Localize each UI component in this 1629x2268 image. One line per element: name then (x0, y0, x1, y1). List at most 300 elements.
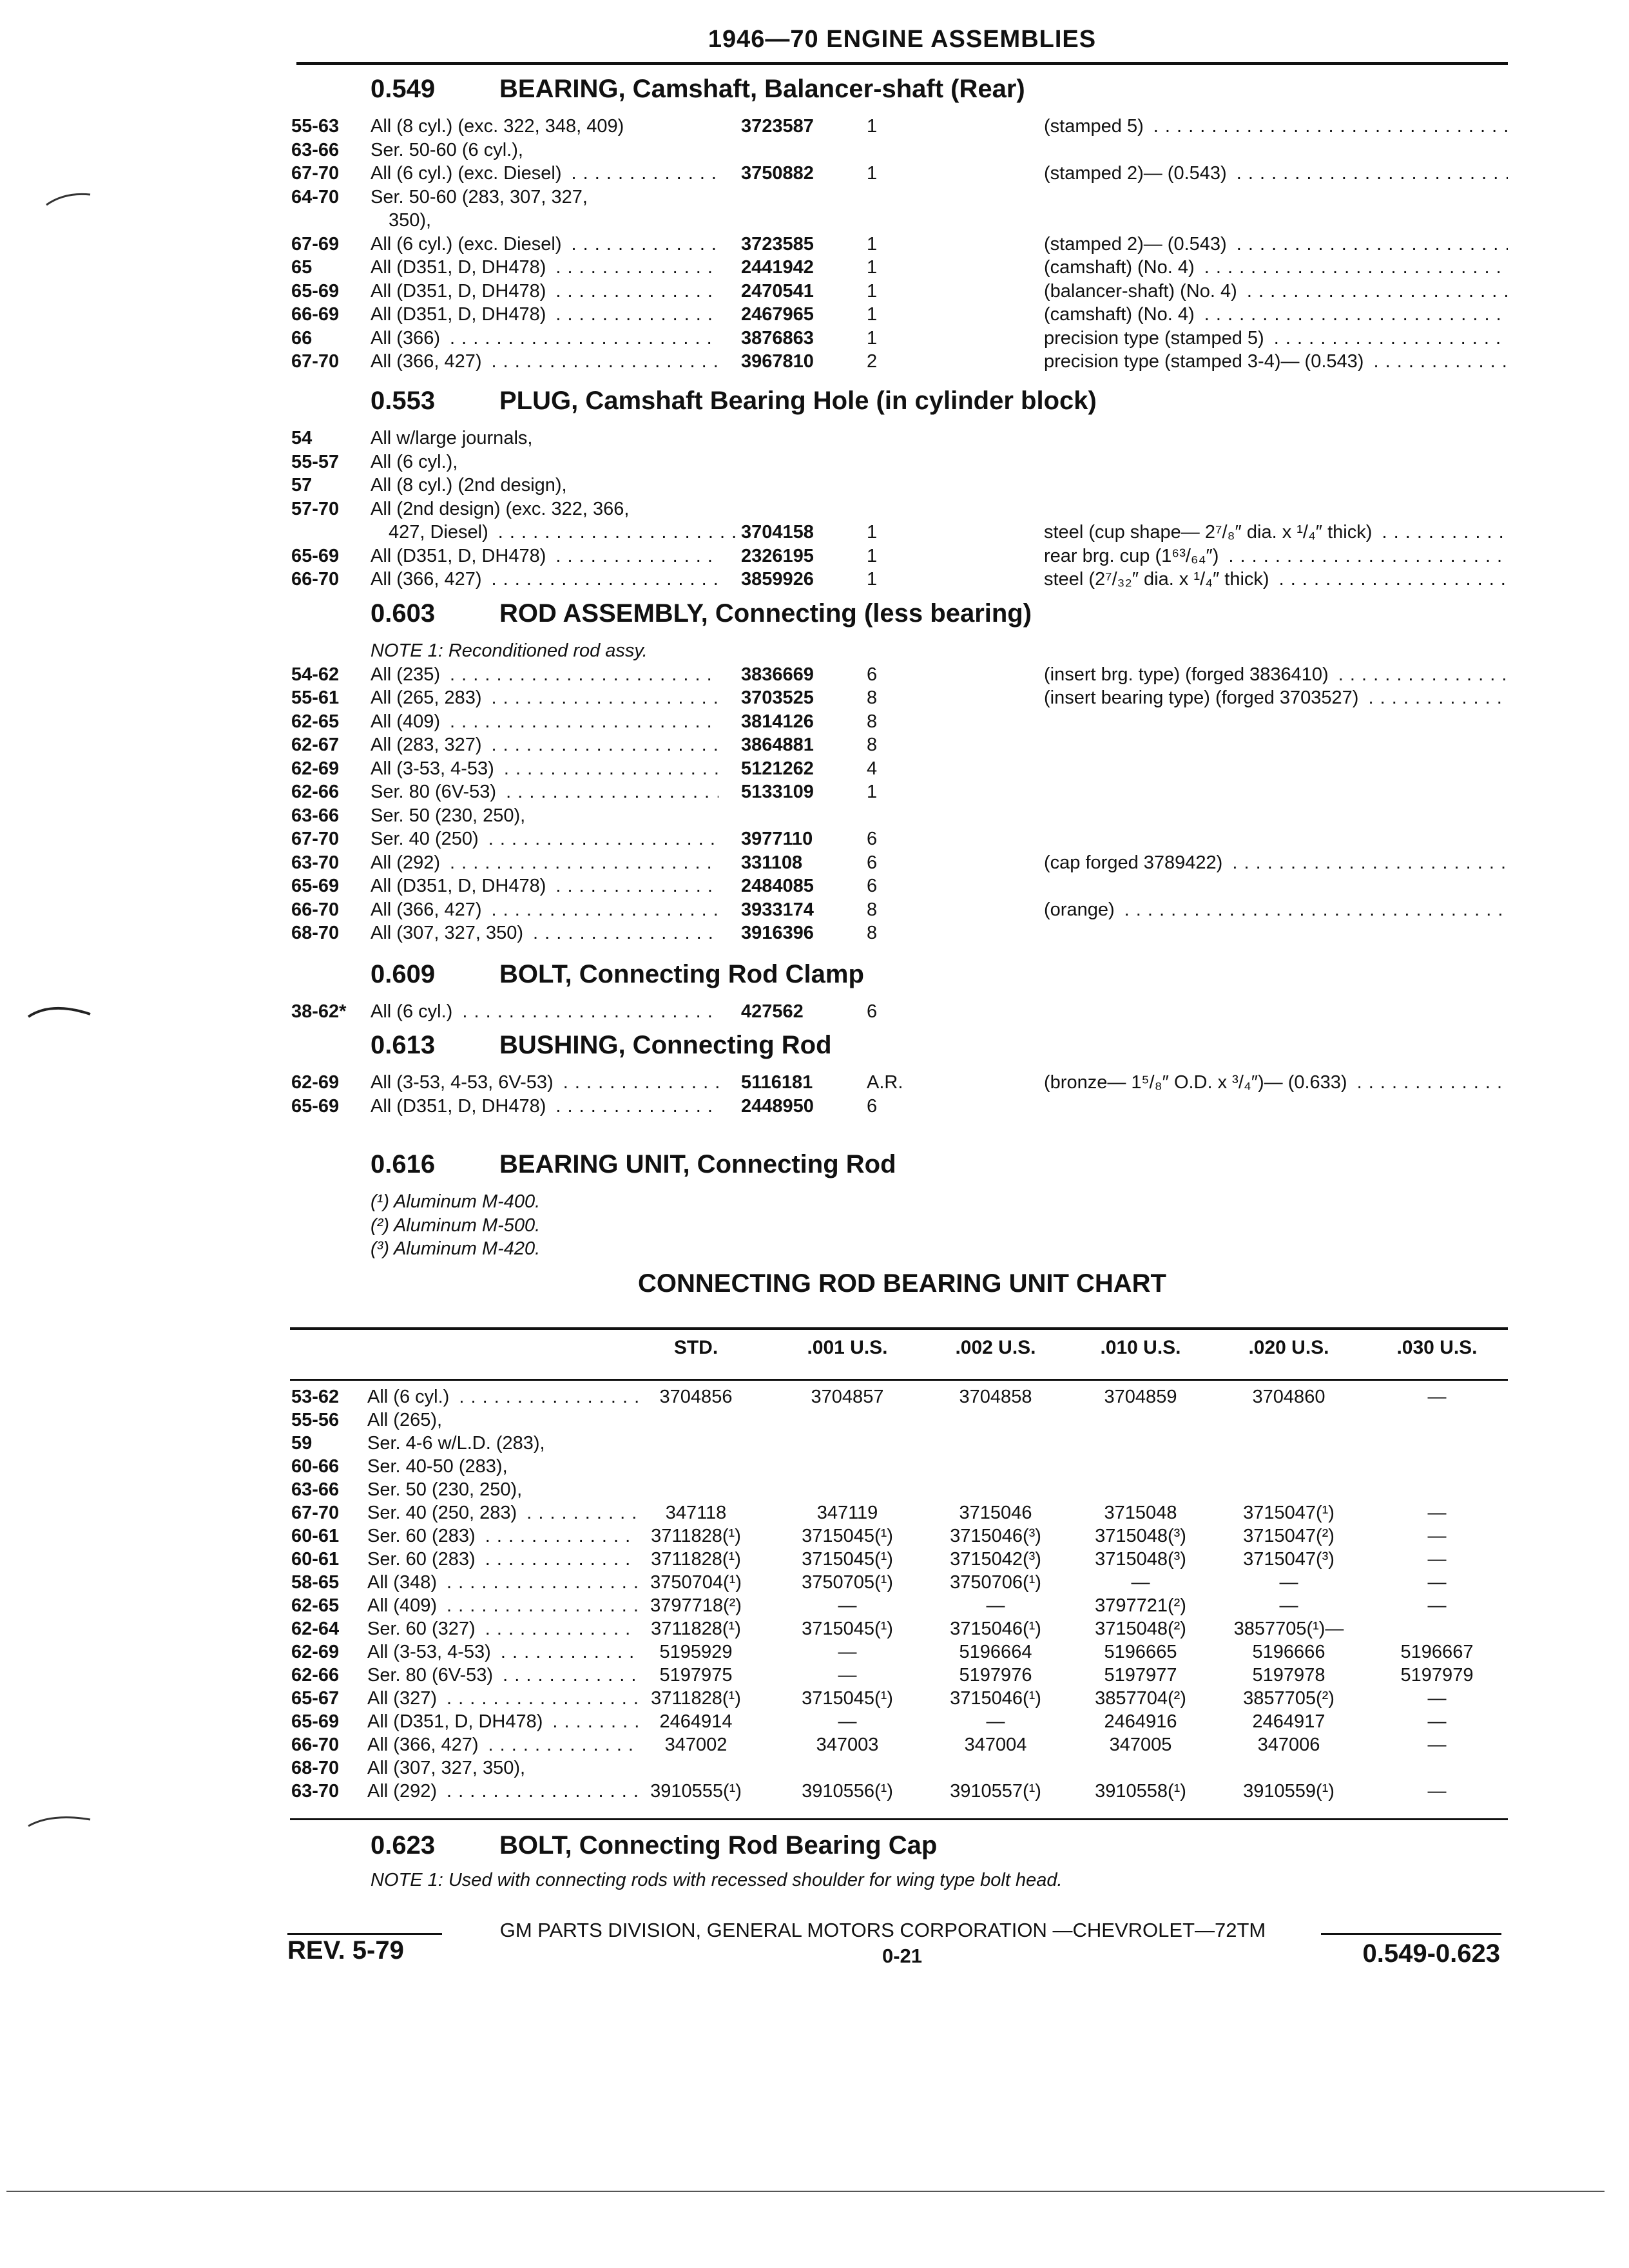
application (367, 1549, 638, 1570)
bearing-part-number: 5195929 (659, 1642, 733, 1662)
application-text: All (D351, D, DH478) (367, 1711, 546, 1732)
bearing-part-number: 5196666 (1252, 1642, 1325, 1662)
section-number: 0.553 (371, 387, 436, 415)
application-text: Ser. 40-50 (283), (367, 1456, 512, 1477)
model-years: 65-69 (291, 1711, 340, 1732)
application (371, 328, 718, 349)
part-number: 2467965 (741, 304, 814, 325)
application-text: All (235) (371, 664, 444, 685)
section-number: 0.616 (371, 1150, 436, 1178)
remark-text (1044, 876, 1048, 896)
model-years: 65-69 (291, 545, 340, 566)
chart-title: CONNECTING ROD BEARING UNIT CHART (638, 1269, 1166, 1298)
part-row (0, 1096, 1629, 1118)
quantity: 1 (867, 257, 878, 278)
model-years: 66 (291, 327, 313, 349)
bearing-part-number: 3750704(¹) (650, 1572, 742, 1593)
section-title: BEARING UNIT, Connecting Rod (499, 1150, 896, 1178)
model-years: 62-69 (291, 1072, 340, 1093)
bearing-part-number: — (838, 1595, 857, 1616)
section-title: BOLT, Connecting Rod Bearing Cap (499, 1831, 938, 1860)
model-years: 55-61 (291, 687, 340, 708)
bearing-part-number: — (1427, 1595, 1447, 1616)
part-row (0, 452, 1629, 474)
margin-mark (45, 186, 97, 211)
model-years: 38-62* (291, 1001, 347, 1022)
bearing-part-number: 347004 (964, 1735, 1027, 1755)
part-number: 331108 (741, 852, 803, 873)
application-text: All (292) (371, 852, 444, 873)
application-text: Ser. 40 (250) (371, 829, 483, 849)
model-years: 53-62 (291, 1387, 340, 1407)
application (371, 758, 718, 780)
application (371, 1072, 718, 1093)
quantity: 4 (867, 758, 878, 779)
bearing-part-number: — (838, 1711, 857, 1732)
section-title: BUSHING, Connecting Rod (499, 1031, 832, 1059)
application (367, 1781, 638, 1802)
quantity: 1 (867, 545, 878, 566)
model-years: 62-66 (291, 1665, 340, 1686)
application-text: 427, Diesel) (389, 522, 492, 543)
page-range: 0.549-0.623 (1362, 1939, 1500, 1968)
part-row (0, 257, 1629, 279)
column-header: .002 U.S. (955, 1337, 1036, 1358)
bearing-part-number: 3711828(¹) (651, 1619, 741, 1639)
quantity: 1 (867, 522, 878, 543)
quantity: A.R. (867, 1072, 903, 1093)
bearing-part-number: — (1427, 1711, 1447, 1732)
chart-row (0, 1387, 1629, 1408)
model-years: 62-69 (291, 758, 340, 779)
bearing-part-number: 3704856 (659, 1387, 733, 1407)
model-years: 67-70 (291, 1503, 340, 1523)
application (371, 116, 718, 137)
application-text: All (307, 327, 350), (367, 1758, 529, 1778)
application-text: All w/large journals, (371, 428, 536, 448)
model-years: 63-66 (291, 805, 340, 826)
chart-row (0, 1688, 1629, 1710)
application (371, 569, 718, 590)
bearing-part-number: 5197975 (659, 1665, 733, 1686)
column-header: STD. (673, 1337, 718, 1358)
remark-text: precision type (stamped 5) (1044, 328, 1268, 349)
section-note: (²) Aluminum M-500. (371, 1215, 541, 1236)
application (371, 187, 718, 208)
bearing-part-number: 5197977 (1104, 1665, 1177, 1686)
section-note: NOTE 1: Reconditioned rod assy. (371, 640, 648, 661)
part-number: 2441942 (741, 257, 814, 278)
bearing-part-number: — (838, 1642, 857, 1662)
application-text: All (366, 427) (371, 569, 486, 590)
application-text: Ser. 80 (6V-53) (371, 782, 500, 802)
chart-row (0, 1433, 1629, 1455)
application-text: All (265), (367, 1410, 446, 1430)
bearing-part-number: — (1279, 1572, 1298, 1593)
bearing-part-number: 3715048(²) (1095, 1619, 1186, 1639)
part-number: 2448950 (741, 1095, 814, 1117)
part-number: 2470541 (741, 280, 814, 302)
application-text: All (8 cyl.) (exc. 322, 348, 409) (371, 116, 628, 137)
bearing-part-number: 3910558(¹) (1095, 1781, 1186, 1802)
bearing-part-number: 3910555(¹) (650, 1781, 742, 1802)
application-text: All (366) (371, 328, 444, 349)
quantity: 1 (867, 233, 878, 255)
model-years: 66-70 (291, 569, 340, 590)
remark-text: (stamped 2)— (0.543) (1044, 163, 1231, 184)
scan-edge-line (6, 2191, 1605, 2192)
model-years: 55-56 (291, 1410, 340, 1430)
remark (1044, 687, 1508, 709)
application (371, 499, 718, 520)
application-text: Ser. 60 (283) (367, 1549, 479, 1570)
bearing-part-number: 3797718(²) (650, 1595, 742, 1616)
application-text: Ser. 50 (230, 250), (371, 805, 529, 826)
model-years: 63-66 (291, 139, 340, 160)
bearing-part-number: 3715046(³) (950, 1526, 1041, 1546)
remark-text (1044, 452, 1048, 472)
chart-header-rule (290, 1379, 1508, 1381)
part-number: 3723585 (741, 233, 814, 255)
application (371, 452, 718, 473)
bearing-part-number: 3715046(¹) (950, 1688, 1041, 1709)
bearing-part-number: — (1427, 1526, 1447, 1546)
footer-publisher: GM PARTS DIVISION, GENERAL MOTORS CORPORATION —CHEVROLET—72TM (499, 1919, 1266, 1941)
remark-text: rear brg. cup (1⁶³/₆₄″) (1044, 546, 1222, 566)
remark-text: (insert bearing type) (forged 3703527) (1044, 687, 1362, 708)
application-text: All (6 cyl.) (exc. Diesel) (371, 163, 566, 184)
model-years: 63-66 (291, 1479, 340, 1500)
chart-row (0, 1711, 1629, 1733)
application (371, 664, 718, 686)
model-years: 68-70 (291, 923, 340, 943)
part-row (0, 852, 1629, 874)
bearing-part-number: — (1427, 1549, 1447, 1570)
remark (1044, 281, 1508, 302)
header-rule (296, 62, 1508, 65)
chart-row (0, 1735, 1629, 1756)
remark (1044, 899, 1508, 921)
remark-text (1044, 140, 1048, 160)
part-number: 5116181 (741, 1072, 813, 1093)
application (367, 1526, 638, 1547)
application-text: All (6 cyl.) (371, 1001, 456, 1022)
bearing-part-number: 3750705(¹) (802, 1572, 893, 1593)
part-row (0, 499, 1629, 521)
bearing-part-number: 3910557(¹) (950, 1781, 1041, 1802)
section-number: 0.609 (371, 960, 436, 988)
column-header: .010 U.S. (1100, 1337, 1181, 1358)
part-number: 427562 (741, 1001, 804, 1022)
remark-text (1044, 210, 1048, 231)
section-heading-0603 (371, 599, 1032, 628)
bearing-part-number: 3704858 (959, 1387, 1032, 1407)
remark (1044, 475, 1508, 496)
bearing-part-number: 3910559(¹) (1243, 1781, 1335, 1802)
bearing-part-number: 3711828(¹) (651, 1549, 741, 1570)
model-years: 65-67 (291, 1688, 340, 1709)
application (367, 1735, 638, 1756)
remark (1044, 805, 1508, 827)
quantity: 1 (867, 782, 878, 802)
bearing-part-number: 5197976 (959, 1665, 1032, 1686)
model-years: 55-63 (291, 116, 340, 137)
remark-text: (stamped 2)— (0.543) (1044, 234, 1231, 255)
model-years: 68-70 (291, 1758, 340, 1778)
section-heading-0616 (371, 1150, 896, 1179)
section-title: PLUG, Camshaft Bearing Hole (in cylinder block) (499, 387, 1097, 415)
section-number: 0.623 (371, 1831, 436, 1860)
application-text: Ser. 50-60 (6 cyl.), (371, 140, 527, 160)
bearing-part-number: 3715047(²) (1243, 1526, 1335, 1546)
part-row (0, 163, 1629, 185)
column-header: .020 U.S. (1248, 1337, 1329, 1358)
part-row (0, 328, 1629, 350)
quantity: 8 (867, 735, 878, 755)
remark (1044, 664, 1508, 686)
application (367, 1479, 638, 1501)
bearing-part-number: 3715045(¹) (802, 1549, 893, 1570)
chart-row (0, 1456, 1629, 1478)
application-text: All (292) (367, 1781, 441, 1802)
chart-row (0, 1503, 1629, 1524)
quantity: 6 (867, 1001, 878, 1022)
model-years: 57 (291, 475, 313, 495)
section-number: 0.613 (371, 1031, 436, 1059)
model-years: 65-69 (291, 876, 340, 896)
model-years: 65 (291, 257, 313, 278)
application-text: All (2nd design) (exc. 322, 366, (371, 499, 633, 519)
bearing-part-number: 347006 (1257, 1735, 1320, 1755)
application-text: 350), (389, 210, 435, 231)
part-row (0, 1001, 1629, 1023)
part-number: 3836669 (741, 664, 814, 685)
application (367, 1503, 638, 1524)
application-text: All (D351, D, DH478) (371, 257, 550, 278)
model-years: 66-70 (291, 899, 340, 920)
bearing-part-number: 2464914 (659, 1711, 733, 1732)
section-note: (³) Aluminum M-420. (371, 1238, 541, 1259)
model-years: 62-64 (291, 1619, 340, 1639)
application-text: All (327) (367, 1688, 441, 1709)
remark (1044, 304, 1508, 325)
part-number: 3814126 (741, 711, 814, 732)
section-heading-0553 (371, 387, 1097, 416)
model-years: 62-69 (291, 1642, 340, 1662)
bearing-part-number: 2464916 (1104, 1711, 1177, 1732)
section-heading-0549 (371, 75, 1025, 104)
remark (1044, 923, 1508, 944)
part-row (0, 664, 1629, 686)
part-row (0, 116, 1629, 138)
application (371, 428, 718, 449)
remark-text (1044, 805, 1048, 826)
bearing-part-number: 3715046(¹) (950, 1619, 1041, 1639)
part-row (0, 1072, 1629, 1094)
application (371, 546, 718, 567)
remark (1044, 234, 1508, 255)
remark (1044, 210, 1508, 231)
remark (1044, 569, 1508, 590)
remark-text (1044, 923, 1048, 943)
remark-text (1044, 735, 1048, 755)
bearing-part-number: 3715048 (1104, 1503, 1177, 1523)
part-row (0, 687, 1629, 709)
application (367, 1619, 638, 1640)
bearing-part-number: 3715042(³) (950, 1549, 1041, 1570)
part-row (0, 899, 1629, 921)
application (371, 687, 718, 709)
remark-text: (insert brg. type) (forged 3836410) (1044, 664, 1333, 685)
chart-row (0, 1758, 1629, 1780)
bearing-part-number: 5196667 (1400, 1642, 1474, 1662)
quantity: 6 (867, 1095, 878, 1117)
quantity: 8 (867, 923, 878, 943)
application-text: All (D351, D, DH478) (371, 304, 550, 325)
application (371, 829, 718, 850)
part-number: 3750882 (741, 163, 814, 184)
chart-bottom-rule (290, 1818, 1508, 1820)
remark-text: (balancer-shaft) (No. 4) (1044, 281, 1241, 302)
remark-text: (cap forged 3789422) (1044, 852, 1226, 873)
remark-text: precision type (stamped 3-4)— (0.543) (1044, 351, 1367, 372)
bearing-part-number: 5196665 (1104, 1642, 1177, 1662)
model-years: 65-69 (291, 1095, 340, 1117)
bearing-part-number: 3704859 (1104, 1387, 1177, 1407)
remark (1044, 163, 1508, 184)
quantity: 1 (867, 569, 878, 590)
bearing-part-number: 5197978 (1252, 1665, 1325, 1686)
application (371, 210, 737, 231)
remark (1044, 522, 1508, 543)
application (367, 1688, 638, 1709)
application-text: All (3-53, 4-53) (367, 1642, 495, 1662)
remark (1044, 876, 1508, 897)
model-years: 60-66 (291, 1456, 340, 1477)
chart-top-rule (290, 1327, 1508, 1330)
application-text: All (D351, D, DH478) (371, 546, 550, 566)
model-years: 67-70 (291, 351, 340, 372)
part-row (0, 234, 1629, 256)
bearing-part-number: 3857704(²) (1095, 1688, 1186, 1709)
quantity: 8 (867, 899, 878, 920)
bearing-part-number: 3715048(³) (1095, 1526, 1186, 1546)
application (371, 735, 718, 756)
part-row (0, 923, 1629, 945)
remark-text: steel (cup shape— 2⁷/₈″ dia. x ¹/₄″ thick) (1044, 522, 1376, 543)
remark-text (1044, 475, 1048, 495)
application (371, 351, 718, 372)
column-header: .030 U.S. (1396, 1337, 1478, 1358)
part-number: 3977110 (741, 829, 813, 849)
part-row (0, 475, 1629, 497)
remark (1044, 452, 1508, 473)
model-years: 62-66 (291, 782, 340, 802)
application-text: All (D351, D, DH478) (371, 281, 550, 302)
bearing-part-number: 3715047(¹) (1243, 1503, 1335, 1523)
part-row (0, 187, 1629, 209)
application (371, 852, 718, 874)
quantity: 6 (867, 664, 878, 685)
section-number: 0.549 (371, 75, 436, 103)
part-number: 3703525 (741, 687, 814, 708)
bearing-part-number: — (986, 1595, 1005, 1616)
bearing-part-number: 3910556(¹) (802, 1781, 893, 1802)
part-row (0, 281, 1629, 303)
application-text: All (6 cyl.) (367, 1387, 453, 1407)
quantity: 1 (867, 280, 878, 302)
bearing-part-number: — (1427, 1387, 1447, 1407)
chart-row (0, 1781, 1629, 1803)
chart-row (0, 1665, 1629, 1687)
remark (1044, 328, 1508, 349)
remark (1044, 758, 1508, 780)
remark-text: (bronze— 1⁵/₈″ O.D. x ³/₄″)— (0.633) (1044, 1072, 1351, 1093)
remark-text: (camshaft) (No. 4) (1044, 304, 1199, 325)
part-row (0, 210, 1629, 232)
application-text: Ser. 4-6 w/L.D. (283), (367, 1433, 549, 1454)
application-text: Ser. 40 (250, 283) (367, 1503, 521, 1523)
remark (1044, 499, 1508, 520)
application (371, 163, 718, 184)
section-heading-0609 (371, 960, 864, 989)
column-header: .001 U.S. (807, 1337, 888, 1358)
chart-row (0, 1572, 1629, 1594)
remark (1044, 140, 1508, 161)
part-row (0, 428, 1629, 450)
bearing-part-number: 347118 (665, 1503, 727, 1523)
part-row (0, 351, 1629, 373)
model-years: 67-69 (291, 233, 340, 255)
application-text: All (8 cyl.) (2nd design), (371, 475, 571, 495)
bearing-part-number: — (1427, 1735, 1447, 1755)
application-text: All (366, 427) (367, 1735, 483, 1755)
application-text: Ser. 80 (6V-53) (367, 1665, 497, 1686)
section-heading-0623 (371, 1831, 937, 1860)
remark (1044, 711, 1508, 733)
model-years: 60-61 (291, 1526, 340, 1546)
section-title: BEARING, Camshaft, Balancer-shaft (Rear) (499, 75, 1025, 103)
quantity: 8 (867, 711, 878, 732)
part-row (0, 711, 1629, 733)
bearing-part-number: 3715047(³) (1243, 1549, 1335, 1570)
part-row (0, 304, 1629, 326)
part-number: 3916396 (741, 923, 814, 943)
application (371, 899, 718, 921)
model-years: 58-65 (291, 1572, 340, 1593)
bearing-part-number: — (838, 1665, 857, 1686)
application-text: Ser. 50 (230, 250), (367, 1479, 526, 1500)
remark (1044, 116, 1508, 137)
part-row (0, 546, 1629, 568)
remark-text: (orange) (1044, 899, 1119, 920)
page-number: 0-21 (882, 1945, 923, 1967)
model-years: 57-70 (291, 498, 340, 519)
chart-row (0, 1479, 1629, 1501)
chart-row (0, 1619, 1629, 1640)
bearing-part-number: — (1427, 1781, 1447, 1802)
quantity: 2 (867, 351, 878, 372)
application-text: All (3-53, 4-53) (371, 758, 498, 779)
application-text: All (D351, D, DH478) (371, 1096, 550, 1117)
model-years: 55-57 (291, 451, 340, 472)
quantity: 1 (867, 304, 878, 325)
remark (1044, 546, 1508, 567)
bearing-part-number: 3711828(¹) (651, 1526, 741, 1546)
application-text: Ser. 50-60 (283, 307, 327, (371, 187, 592, 207)
application-text: All (D351, D, DH478) (371, 876, 550, 896)
part-row (0, 805, 1629, 827)
